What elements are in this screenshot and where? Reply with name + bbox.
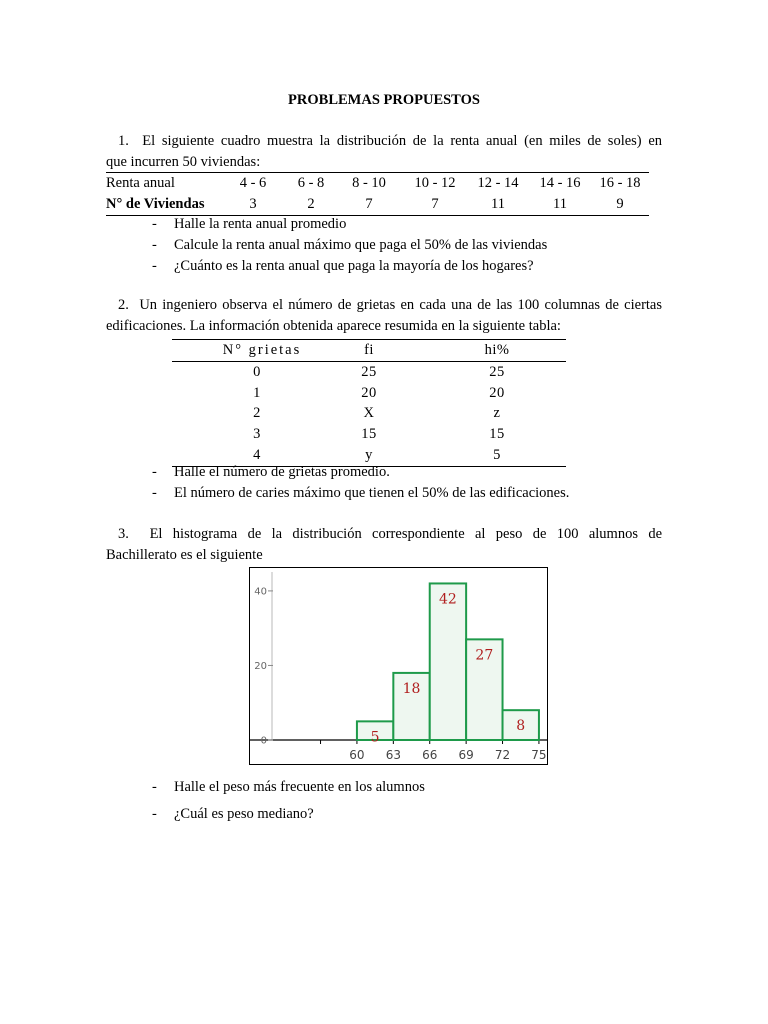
histogram-svg bbox=[250, 568, 547, 764]
problem1-line1 bbox=[106, 131, 662, 152]
x-tick-label: 69 bbox=[458, 748, 474, 762]
rent-table-row-intervals bbox=[106, 173, 649, 194]
cell-hi: 25 bbox=[489, 363, 505, 380]
list-item bbox=[152, 483, 569, 504]
cell-grietas: 4 bbox=[253, 446, 261, 463]
page-title: PROBLEMAS PROPUESTOS bbox=[288, 92, 480, 108]
problem1-line2: que incurren 50 viviendas: bbox=[106, 154, 261, 170]
problem3-number: 3. bbox=[118, 526, 129, 542]
count-cell: 9 bbox=[616, 196, 624, 212]
cell-fi: X bbox=[363, 405, 375, 422]
cell-fi: 20 bbox=[361, 384, 377, 401]
bullet-dash: - bbox=[152, 258, 157, 274]
problem1-text1: El siguiente cuadro muestra la distribución de la renta anual (en miles de soles) en bbox=[142, 133, 663, 149]
bullet-dash: - bbox=[152, 779, 157, 795]
problem2-statement bbox=[106, 295, 662, 337]
problem3-bullets bbox=[152, 774, 425, 828]
interval-cell: 4 - 6 bbox=[239, 175, 267, 191]
cell-grietas: 2 bbox=[253, 405, 261, 422]
table-row bbox=[172, 424, 566, 445]
x-tick-label: 60 bbox=[349, 748, 365, 762]
count-cell: 3 bbox=[249, 196, 257, 212]
interval-cell: 6 - 8 bbox=[297, 175, 325, 191]
bullet-dash: - bbox=[152, 237, 157, 253]
count-cell: 7 bbox=[365, 196, 373, 212]
bar-value-label: 42 bbox=[439, 591, 457, 608]
bullet-dash: - bbox=[152, 464, 157, 480]
bullet-text: Halle la renta anual promedio bbox=[174, 216, 347, 232]
count-cell: 7 bbox=[431, 196, 439, 212]
cell-fi: 15 bbox=[361, 426, 377, 443]
cell-fi: y bbox=[365, 446, 373, 463]
rent-table bbox=[106, 172, 649, 216]
bullet-dash: - bbox=[152, 216, 157, 232]
cell-hi: 5 bbox=[493, 446, 501, 463]
interval-cell: 12 - 14 bbox=[477, 175, 519, 191]
problem3-line2: Bachillerato es el siguiente bbox=[106, 547, 263, 563]
table-row bbox=[172, 362, 566, 383]
weight-histogram bbox=[249, 567, 548, 765]
interval-cell: 16 - 18 bbox=[599, 175, 641, 191]
bar-value-label: 5 bbox=[370, 729, 380, 746]
count-cell: 11 bbox=[491, 196, 505, 212]
cracks-table bbox=[172, 339, 566, 467]
x-tick-label: 66 bbox=[422, 748, 438, 762]
list-item bbox=[152, 462, 569, 483]
list-item bbox=[152, 774, 425, 801]
rent-header: Renta anual bbox=[106, 175, 175, 191]
problem2-line2: edificaciones. La información obtenida aparece resumida en la siguiente tabla: bbox=[106, 318, 561, 334]
viviendas-header: N° de Viviendas bbox=[106, 196, 205, 212]
cell-hi: z bbox=[493, 405, 501, 422]
y-tick-label: 20 bbox=[254, 660, 267, 672]
cell-grietas: 3 bbox=[253, 426, 261, 443]
interval-cell: 8 - 10 bbox=[352, 175, 386, 191]
bar-value-label: 18 bbox=[402, 680, 421, 697]
bullet-text: Calcule la renta anual máximo que paga el 50% de las viviendas bbox=[174, 237, 548, 253]
header-hi: hi% bbox=[484, 342, 510, 358]
x-tick-label: 63 bbox=[385, 748, 401, 762]
bar-value-label: 27 bbox=[475, 647, 494, 664]
bullet-text: El número de caries máximo que tienen el 50% de las edificaciones. bbox=[174, 485, 570, 501]
problem1-number: 1. bbox=[118, 133, 129, 149]
interval-cell: 10 - 12 bbox=[414, 175, 456, 191]
problem3-line1 bbox=[106, 524, 662, 545]
header-fi: fi bbox=[364, 342, 374, 358]
cell-grietas: 0 bbox=[253, 363, 261, 380]
cell-fi: 25 bbox=[361, 363, 377, 380]
rent-table-row-counts bbox=[106, 194, 649, 215]
y-tick-label: 40 bbox=[254, 586, 267, 598]
problem3-text1: El histograma de la distribución correspondiente al peso de 100 alumnos de bbox=[149, 526, 663, 542]
list-item bbox=[152, 801, 425, 828]
table-row bbox=[172, 403, 566, 424]
problem1-statement bbox=[106, 131, 662, 173]
problem2-number: 2. bbox=[118, 297, 129, 313]
cracks-table-header bbox=[172, 340, 566, 362]
bullet-text: ¿Cuál es peso mediano? bbox=[174, 806, 314, 822]
bullet-dash: - bbox=[152, 806, 157, 822]
interval-cell: 14 - 16 bbox=[539, 175, 581, 191]
table-row bbox=[172, 383, 566, 404]
problem2-text1: Un ingeniero observa el número de grietas en cada una de las 100 columnas de ciertas bbox=[139, 297, 663, 313]
x-tick-label: 75 bbox=[531, 748, 547, 762]
problem2-line1 bbox=[106, 295, 662, 316]
count-cell: 2 bbox=[307, 196, 315, 212]
cell-hi: 20 bbox=[489, 384, 505, 401]
list-item bbox=[152, 235, 547, 256]
bullet-dash: - bbox=[152, 485, 157, 501]
x-tick-label: 72 bbox=[494, 748, 511, 762]
bullet-text: Halle el peso más frecuente en los alumnos bbox=[174, 779, 425, 795]
count-cell: 11 bbox=[553, 196, 567, 212]
problem2-bullets bbox=[152, 462, 569, 504]
bullet-text: Halle el número de grietas promedio. bbox=[174, 464, 390, 480]
cell-hi: 15 bbox=[489, 426, 505, 443]
y-tick-label: 0 bbox=[260, 735, 267, 747]
problem3-statement bbox=[106, 524, 662, 566]
problem1-bullets bbox=[152, 214, 547, 277]
list-item bbox=[152, 214, 547, 235]
bullet-text: ¿Cuánto es la renta anual que paga la mayoría de los hogares? bbox=[174, 258, 534, 274]
header-grietas: N° grietas bbox=[222, 342, 302, 358]
bar-value-label: 8 bbox=[516, 718, 526, 735]
cell-grietas: 1 bbox=[253, 384, 261, 401]
list-item bbox=[152, 256, 547, 277]
